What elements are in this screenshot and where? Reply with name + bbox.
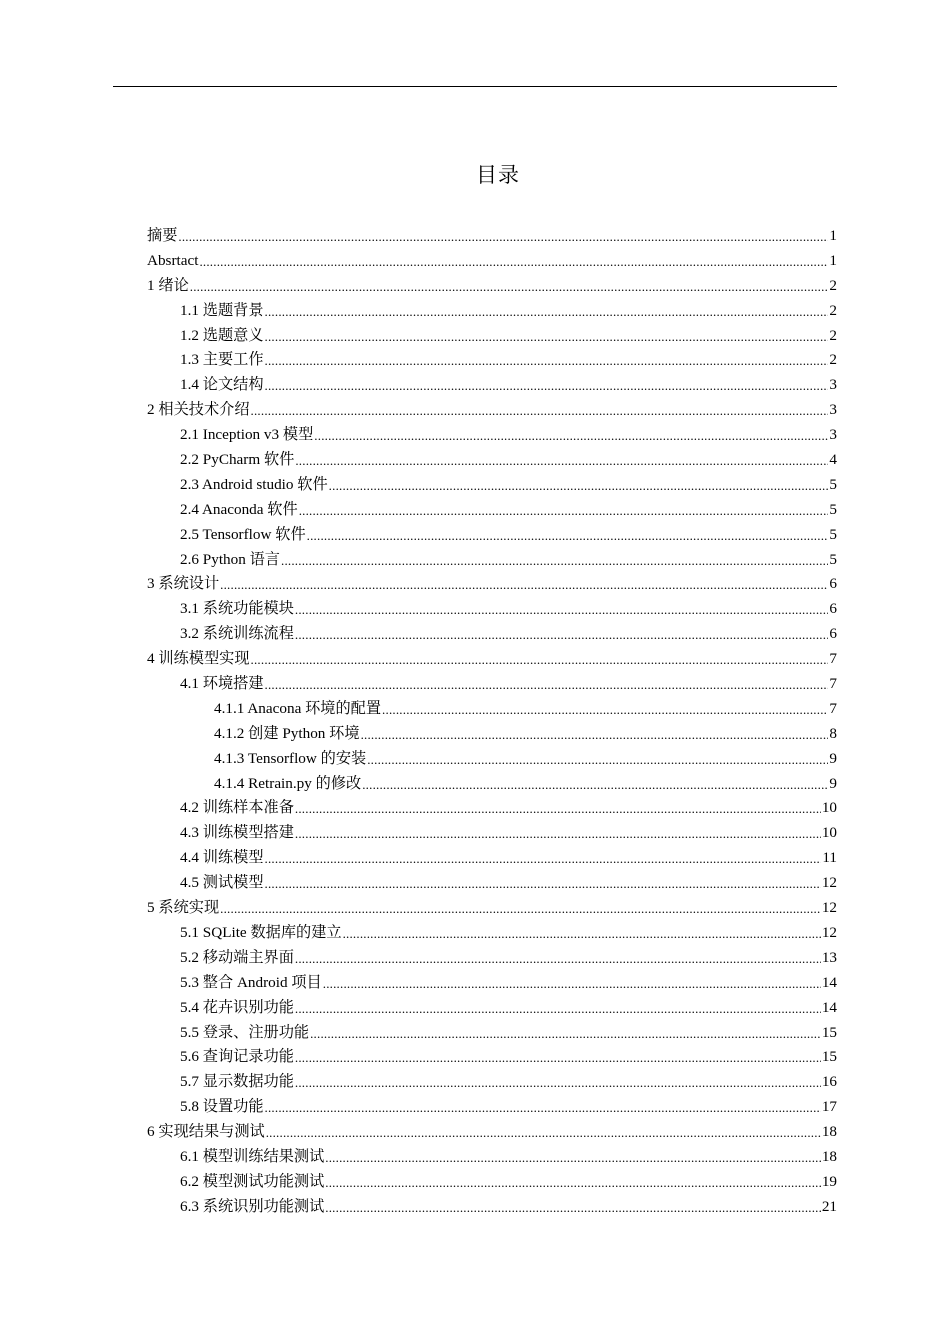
toc-dot-leader (361, 723, 829, 743)
toc-entry-page-number: 11 (822, 849, 837, 867)
toc-dot-leader (367, 748, 828, 768)
toc-entry-label: 5.2 移动端主界面 (180, 948, 294, 966)
toc-entry-label: 5 系统实现 (147, 899, 220, 917)
header-rule (113, 86, 837, 87)
page-title: 目录 (476, 163, 520, 187)
toc-entry-page-number: 1 (829, 251, 837, 269)
toc-entry[interactable] (147, 299, 837, 324)
toc-entry-label: 5.5 登录、注册功能 (180, 1023, 310, 1041)
toc-entry-label: 3.1 系统功能模块 (180, 600, 294, 618)
toc-entry-label: 1.1 选题背景 (180, 301, 264, 319)
toc-entry-label: 1 绪论 (147, 276, 189, 294)
toc-dot-leader (220, 897, 821, 917)
toc-entry[interactable] (147, 523, 837, 548)
toc-dot-leader (266, 1121, 821, 1141)
toc-dot-leader (265, 349, 829, 369)
toc-entry-label: 4.1.3 Tensorflow 的安装 (214, 749, 367, 767)
toc-entry-page-number: 15 (821, 1048, 837, 1066)
toc-entry-page-number: 17 (821, 1098, 837, 1116)
toc-entry-label: 5.7 显示数据功能 (180, 1073, 294, 1091)
toc-entry[interactable] (147, 1195, 837, 1220)
toc-dot-leader (295, 797, 821, 817)
toc-entry-page-number: 12 (821, 923, 837, 941)
toc-entry-page-number: 15 (821, 1023, 837, 1041)
toc-dot-leader (295, 598, 829, 618)
toc-entry[interactable] (147, 672, 837, 697)
toc-entry-page-number: 18 (821, 1123, 837, 1141)
toc-entry[interactable] (147, 572, 837, 597)
toc-entry[interactable] (147, 324, 837, 349)
toc-entry[interactable] (147, 697, 837, 722)
toc-entry-label: 6.3 系统识别功能测试 (180, 1197, 325, 1215)
toc-dot-leader (307, 524, 829, 544)
toc-entry[interactable] (147, 921, 837, 946)
toc-entry-page-number: 2 (829, 276, 837, 294)
toc-entry-page-number: 14 (821, 973, 837, 991)
toc-entry-label: 2.6 Python 语言 (180, 550, 280, 568)
toc-entry[interactable] (147, 398, 837, 423)
toc-entry-page-number: 6 (829, 625, 837, 643)
toc-entry[interactable] (147, 1170, 837, 1195)
toc-dot-leader (325, 1171, 821, 1191)
toc-entry[interactable] (147, 373, 837, 398)
toc-entry[interactable] (147, 946, 837, 971)
toc-entry-label: 4.2 训练样本准备 (180, 799, 294, 817)
toc-entry-label: 4.1.1 Anacona 环境的配置 (214, 699, 382, 717)
toc-entry-label: 2.5 Tensorflow 软件 (180, 525, 306, 543)
toc-entry-page-number: 3 (829, 401, 837, 419)
toc-dot-leader (265, 847, 822, 867)
toc-entry-label: 1.2 选题意义 (180, 326, 264, 344)
table-of-contents (147, 224, 837, 1220)
toc-entry[interactable] (147, 348, 837, 373)
toc-entry-page-number: 12 (821, 899, 837, 917)
toc-entry-label: 摘要 (147, 227, 178, 244)
toc-entry-page-number: 1 (829, 227, 837, 244)
toc-entry[interactable] (147, 423, 837, 448)
toc-entry[interactable] (147, 796, 837, 821)
toc-entry-page-number: 3 (829, 376, 837, 394)
toc-entry[interactable] (147, 1095, 837, 1120)
toc-dot-leader (220, 573, 828, 593)
toc-entry-label: 4.1 环境搭建 (180, 675, 264, 693)
toc-dot-leader (265, 673, 829, 693)
toc-dot-leader (265, 300, 829, 320)
toc-entry-label: 2.2 PyCharm 软件 (180, 451, 295, 469)
toc-entry-label: 6.2 模型测试功能测试 (180, 1172, 325, 1190)
toc-entry-page-number: 7 (829, 699, 837, 717)
toc-entry[interactable] (147, 448, 837, 473)
toc-dot-leader (295, 1071, 821, 1091)
toc-entry-label: 6 实现结果与测试 (147, 1123, 265, 1141)
toc-entry-page-number: 19 (821, 1172, 837, 1190)
toc-entry[interactable] (147, 772, 837, 797)
toc-entry-page-number: 5 (829, 525, 837, 543)
toc-entry-label: 2.4 Anaconda 软件 (180, 500, 298, 518)
toc-entry-label: Absrtact (147, 251, 199, 269)
toc-entry[interactable] (147, 224, 837, 249)
toc-entry[interactable] (147, 548, 837, 573)
toc-entry[interactable] (147, 274, 837, 299)
toc-entry-page-number: 7 (829, 650, 837, 668)
toc-dot-leader (251, 648, 829, 668)
toc-entry-page-number: 6 (829, 575, 837, 593)
toc-dot-leader (362, 773, 828, 793)
toc-entry-page-number: 8 (829, 724, 837, 742)
toc-entry[interactable] (147, 821, 837, 846)
toc-entry-label: 4.5 测试模型 (180, 874, 264, 892)
toc-entry-page-number: 14 (821, 998, 837, 1016)
toc-entry-label: 4.1.4 Retrain.py 的修改 (214, 774, 362, 792)
toc-entry-page-number: 16 (821, 1073, 837, 1091)
toc-entry-label: 5.1 SQLite 数据库的建立 (180, 923, 342, 941)
toc-entry-label: 5.4 花卉识别功能 (180, 998, 294, 1016)
toc-entry-page-number: 5 (829, 550, 837, 568)
toc-entry-page-number: 9 (829, 749, 837, 767)
toc-dot-leader (295, 822, 821, 842)
toc-dot-leader (325, 1196, 821, 1216)
toc-entry-page-number: 18 (821, 1147, 837, 1165)
toc-entry-label: 4.3 训练模型搭建 (180, 824, 294, 842)
toc-entry[interactable] (147, 647, 837, 672)
toc-dot-leader (382, 698, 828, 718)
toc-entry-page-number: 2 (829, 301, 837, 319)
toc-dot-leader (295, 1046, 821, 1066)
toc-entry[interactable] (147, 249, 837, 274)
toc-entry[interactable] (147, 996, 837, 1021)
toc-entry-label: 3 系统设计 (147, 575, 220, 593)
toc-dot-leader (265, 325, 829, 345)
toc-dot-leader (323, 972, 821, 992)
toc-entry-page-number: 21 (821, 1197, 837, 1215)
toc-entry[interactable] (147, 871, 837, 896)
toc-dot-leader (299, 499, 829, 519)
toc-entry-label: 6.1 模型训练结果测试 (180, 1147, 325, 1165)
toc-dot-leader (314, 424, 828, 444)
toc-entry-page-number: 12 (821, 874, 837, 892)
toc-dot-leader (190, 275, 829, 295)
toc-entry-label: 4 训练模型实现 (147, 650, 250, 668)
toc-entry[interactable] (147, 896, 837, 921)
toc-entry[interactable] (147, 722, 837, 747)
toc-entry[interactable] (147, 1145, 837, 1170)
toc-entry[interactable] (147, 1120, 837, 1145)
toc-entry[interactable] (147, 622, 837, 647)
toc-entry[interactable] (147, 971, 837, 996)
toc-entry-page-number: 10 (821, 824, 837, 842)
toc-entry[interactable] (147, 1070, 837, 1095)
toc-entry[interactable] (147, 597, 837, 622)
toc-entry-label: 1.3 主要工作 (180, 351, 264, 369)
toc-entry-page-number: 2 (829, 351, 837, 369)
toc-entry-label: 1.4 论文结构 (180, 376, 264, 394)
toc-dot-leader (295, 997, 821, 1017)
toc-dot-leader (325, 1146, 821, 1166)
toc-entry-label: 5.8 设置功能 (180, 1098, 264, 1116)
toc-entry[interactable] (147, 1045, 837, 1070)
toc-dot-leader (295, 947, 821, 967)
toc-entry-label: 4.1.2 创建 Python 环境 (214, 724, 360, 742)
toc-dot-leader (199, 250, 828, 270)
toc-dot-leader (265, 374, 829, 394)
toc-entry[interactable] (147, 1021, 837, 1046)
toc-dot-leader (281, 549, 828, 569)
toc-entry[interactable] (147, 473, 837, 498)
toc-entry-page-number: 3 (829, 426, 837, 444)
toc-entry-label: 2 相关技术介绍 (147, 401, 250, 419)
toc-entry-page-number: 4 (829, 451, 837, 469)
toc-entry[interactable] (147, 846, 837, 871)
toc-dot-leader (343, 922, 821, 942)
toc-entry-label: 4.4 训练模型 (180, 849, 264, 867)
toc-entry-page-number: 5 (829, 475, 837, 493)
toc-dot-leader (329, 474, 829, 494)
toc-dot-leader (295, 449, 828, 469)
toc-dot-leader (310, 1022, 821, 1042)
toc-dot-leader (251, 399, 829, 419)
toc-entry-label: 2.3 Android studio 软件 (180, 475, 328, 493)
toc-entry[interactable] (147, 747, 837, 772)
toc-entry-page-number: 10 (821, 799, 837, 817)
toc-dot-leader (295, 623, 829, 643)
toc-entry-page-number: 5 (829, 500, 837, 518)
toc-dot-leader (265, 1096, 821, 1116)
toc-entry-page-number: 6 (829, 600, 837, 618)
toc-entry-page-number: 9 (829, 774, 837, 792)
toc-entry-label: 5.6 查询记录功能 (180, 1048, 294, 1066)
toc-entry-page-number: 13 (821, 948, 837, 966)
toc-entry[interactable] (147, 498, 837, 523)
toc-entry-page-number: 7 (829, 675, 837, 693)
toc-entry-page-number: 2 (829, 326, 837, 344)
toc-entry-label: 2.1 Inception v3 模型 (180, 426, 314, 444)
toc-entry-label: 5.3 整合 Android 项目 (180, 973, 322, 991)
toc-dot-leader (265, 872, 821, 892)
toc-dot-leader (178, 225, 828, 245)
toc-entry-label: 3.2 系统训练流程 (180, 625, 294, 643)
